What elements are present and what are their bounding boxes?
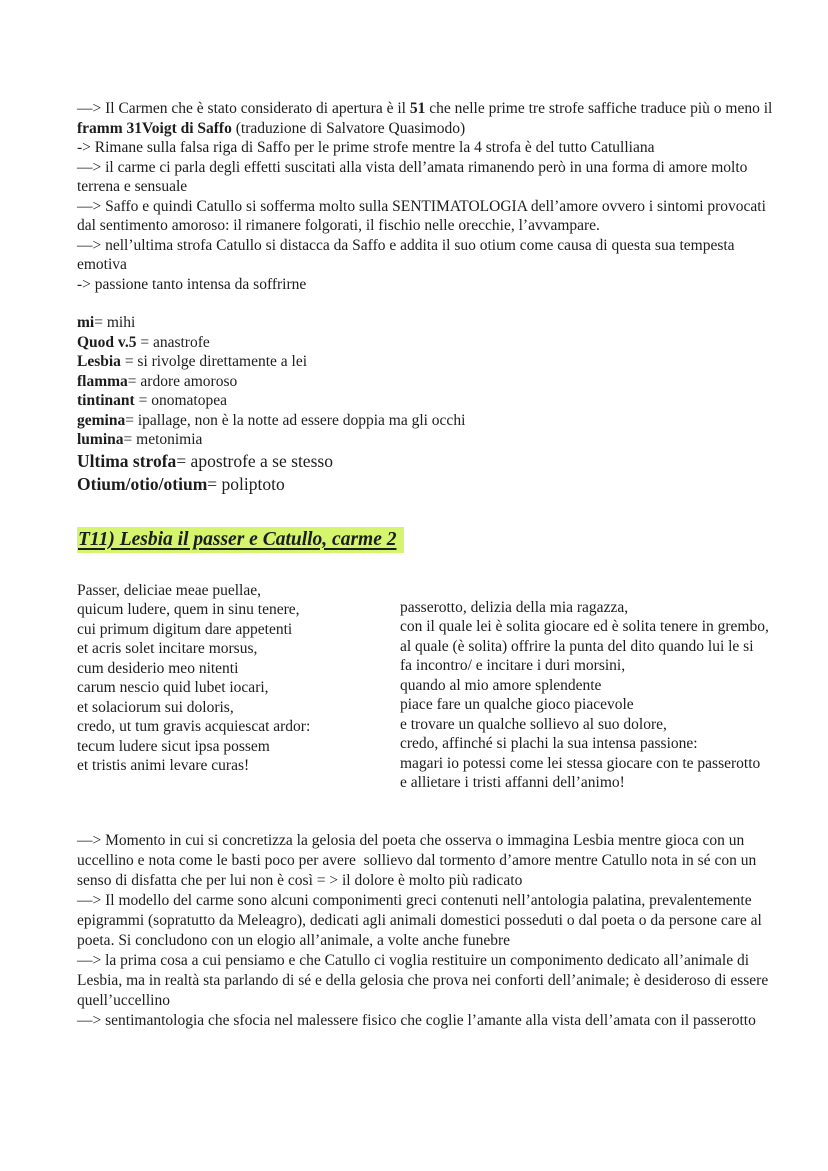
poem-translation-line: passerotto, delizia della mia ragazza,: [400, 598, 629, 616]
glossary-definition: = ardore amoroso: [127, 372, 238, 390]
glossary-term: Otium/otio/otium: [77, 473, 208, 494]
poem-latin-line: cum desiderio meo nitenti: [77, 659, 239, 677]
poem-latin-column: [77, 581, 400, 793]
glossary-item: [77, 473, 773, 496]
glossary-item: [77, 411, 773, 431]
glossary-definition: = anastrofe: [136, 333, 210, 351]
glossary-term: lumina: [77, 431, 124, 448]
commentary-bullet: —> Il modello del carme sono alcuni componimenti greci contenuti nell’antologia palatina, prevalentemente epigrammi (sopratutto da Meleagro), dedicati agli animali domestici posseduti o dal poeta o da persone care al poeta. Si concludono con un elogio all’animale, a volte anche funebre: [77, 891, 766, 949]
poem-latin-line: Passer, deliciae meae puellae,: [77, 581, 261, 599]
poem-translation-line: piace fare un qualche gioco piacevole: [400, 696, 634, 713]
note-bullet: —> Saffo e quindi Catullo si sofferma molto sulla SENTIMATOLOGIA dell’amore ovvero i sintomi provocati dal sentimento amoroso: il rimanere folgorati, il fischio nelle orecchie, l’avvampare.: [77, 197, 770, 234]
glossary-definition: = poliptoto: [207, 473, 285, 494]
note-bullet: -> Rimane sulla falsa riga di Saffo per le prime strofe mentre la 4 strofa è del tutto Catulliana: [77, 139, 655, 156]
glossary-term: Quod v.5: [77, 333, 137, 351]
poem-translation-line: e trovare un qualche sollievo al suo dolore,: [400, 715, 667, 733]
glossary-section-large: [77, 450, 773, 496]
note-text-bold: framm 31Voigt di Saffo: [77, 119, 232, 137]
glossary-section: [77, 313, 773, 450]
glossary-item: [77, 352, 773, 372]
glossary-definition: = mihi: [94, 314, 136, 331]
glossary-definition: = apostrofe a se stesso: [176, 450, 333, 471]
note-bullet: —> nell’ultima strofa Catullo si distacca da Saffo e addita il suo otium come causa di questa sua tempesta emotiva: [77, 236, 739, 273]
note-text: (traduzione di Salvatore Quasimodo): [231, 119, 466, 137]
heading-highlight: T11) Lesbia il passer e Catullo, carme 2: [77, 527, 404, 553]
glossary-term: gemina: [77, 411, 126, 429]
poem-latin-line: et solaciorum sui doloris,: [77, 698, 234, 716]
glossary-term: Ultima strofa: [77, 450, 177, 471]
note-text: —> Il Carmen che è stato considerato di apertura è il: [77, 100, 410, 117]
commentary-bullet: —> sentimantologia che sfocia nel malessere fisico che coglie l’amante alla vista dell’amata con il passerotto: [77, 1011, 756, 1029]
glossary-item: [77, 450, 773, 473]
poem-translation-line: credo, affinché si plachi la sua intensa passione:: [400, 735, 698, 752]
glossary-term: flamma: [77, 372, 128, 390]
section-heading: [77, 526, 773, 553]
note-text: che nelle prime tre strofe saffiche traduce più o meno il: [425, 100, 777, 117]
glossary-definition: = ipallage, non è la notte ad essere doppia ma gli occhi: [125, 411, 466, 429]
poem-latin-line: tecum ludere sicut ipsa possem: [77, 737, 270, 755]
glossary-item: [77, 333, 773, 353]
glossary-item: [77, 430, 773, 450]
note-bullet: [77, 99, 777, 138]
glossary-definition: = si rivolge direttamente a lei: [120, 353, 308, 370]
poem-latin-line: cui primum digitum dare appetenti: [77, 620, 293, 638]
poem-latin-line: et tristis animi levare curas!: [77, 757, 250, 774]
note-bullet: -> passione tanto intensa da soffrirne: [77, 275, 307, 293]
poem-translation-line: e allietare i tristi affanni dell’animo!: [400, 774, 625, 791]
glossary-item: [77, 372, 773, 392]
note-text-bold: 51: [409, 100, 426, 117]
commentary-section: [77, 831, 773, 1031]
poem-translation-line: al quale (è solita) offrire la punta del dito quando lui le si: [400, 637, 754, 655]
poem-translation-line: magari io potessi come lei stessa giocare con te passerotto: [400, 754, 761, 772]
poem-latin-line: et acris solet incitare morsus,: [77, 640, 258, 657]
intro-notes-section: [77, 99, 777, 294]
glossary-item: [77, 313, 773, 333]
poem-translation-line: fa incontro/ e incitare i duri morsini,: [400, 657, 626, 674]
commentary-bullet: —> la prima cosa a cui pensiamo e che Catullo ci voglia restituire un componimento dedicato all’animale di Lesbia, ma in realtà sta parlando di sé e della gelosia che prova nei conforti dell’animale; è desideroso di essere quell’uccellino: [77, 951, 773, 1009]
glossary-definition: = metonimia: [123, 431, 203, 448]
glossary-term: Lesbia: [77, 353, 121, 370]
glossary-item: [77, 391, 773, 411]
commentary-bullet: —> Momento in cui si concretizza la gelosia del poeta che osserva o immagina Lesbia mentre gioca con un uccellino e nota come le basti poco per avere sollievo dal tormento d’amore mentre Catullo nota in sé con un senso di disfatta che per lui non è così = > il dolore è molto più radicato: [77, 831, 761, 889]
poem-latin-line: carum nescio quid lubet iocari,: [77, 679, 269, 696]
glossary-term: tintinant: [77, 392, 135, 409]
poem-translation-column: [400, 581, 773, 793]
note-bullet: —> il carme ci parla degli effetti suscitati alla vista dell’amata rimanendo però in una forma di amore molto terrena e sensuale: [77, 158, 752, 195]
poem-section: [77, 581, 773, 793]
glossary-term: mi: [77, 314, 95, 331]
intro-bullet-list: [77, 138, 773, 294]
poem-latin-line: credo, ut tum gravis acquiescat ardor:: [77, 718, 311, 735]
poem-translation-line: con il quale lei è solita giocare ed è solita tenere in grembo,: [400, 618, 769, 635]
poem-latin-line: quicum ludere, quem in sinu tenere,: [77, 601, 300, 618]
poem-translation-line: quando al mio amore splendente: [400, 676, 602, 694]
glossary-definition: = onomatopea: [134, 392, 227, 409]
